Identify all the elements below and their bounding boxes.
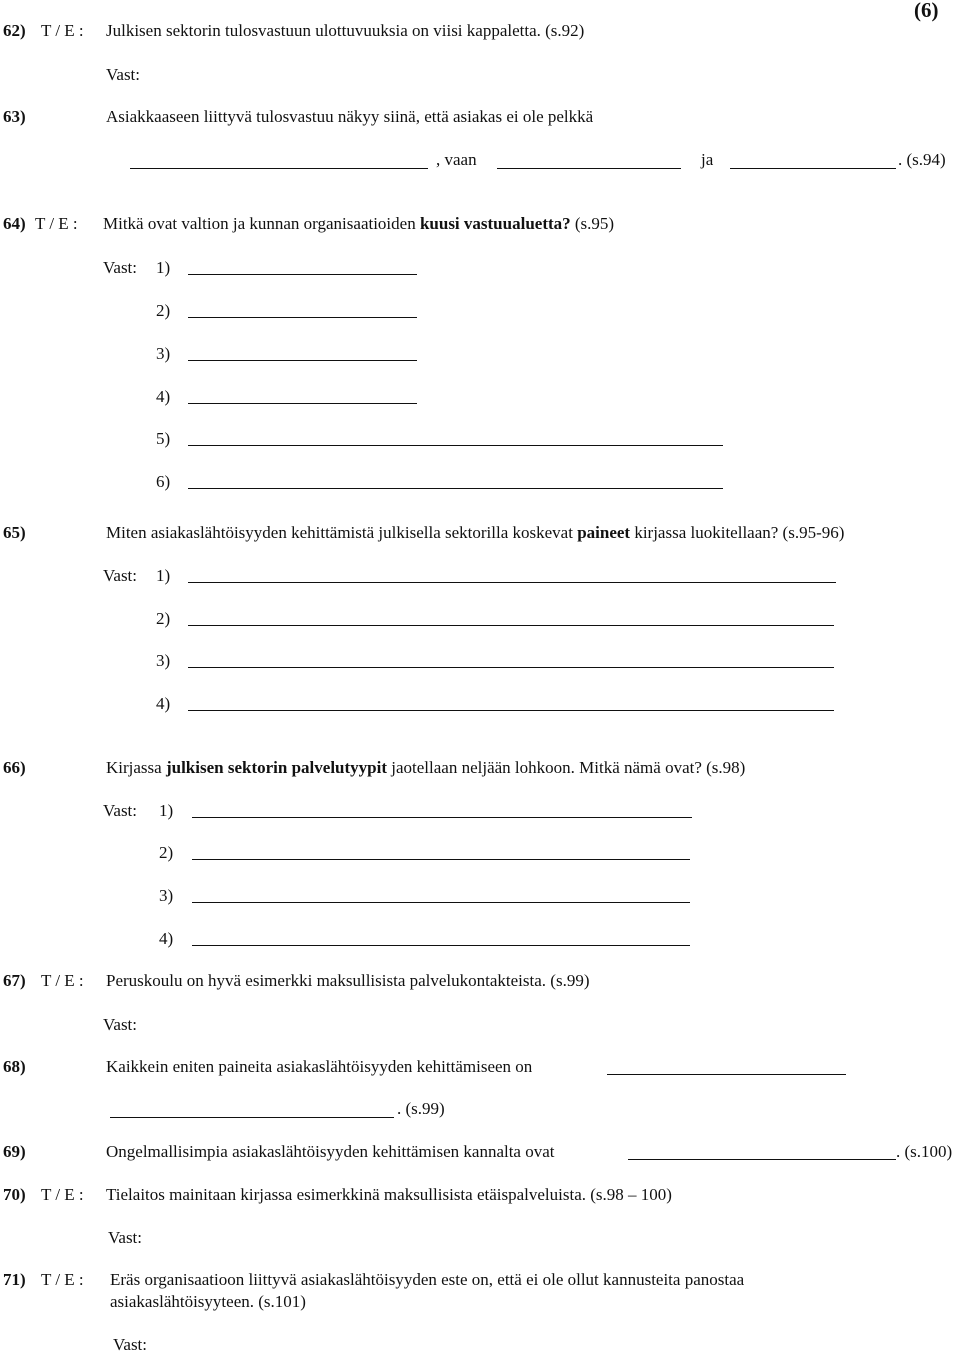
question-text: asiakaslähtöisyyteen. (s.101) bbox=[110, 1292, 306, 1311]
true-false-tag: T / E : bbox=[41, 971, 84, 990]
answer-line[interactable] bbox=[188, 360, 417, 361]
page-number: (6) bbox=[914, 0, 939, 22]
question-text bbox=[106, 523, 844, 543]
question-text-plain: jaotellaan neljään lohkoon. Mitkä nämä ovat? (s.98) bbox=[391, 758, 746, 777]
question-number: 63) bbox=[3, 107, 26, 126]
question-text bbox=[106, 758, 745, 778]
page-reference: . (s.94) bbox=[898, 150, 946, 169]
true-false-tag: T / E : bbox=[35, 214, 78, 233]
answer-line[interactable] bbox=[188, 582, 836, 583]
answer-item-number: 2) bbox=[156, 609, 171, 628]
answer-item-number: 4) bbox=[159, 929, 174, 948]
answer-label: Vast: bbox=[103, 801, 137, 820]
answer-item-number: 3) bbox=[156, 651, 171, 670]
question-text-bold: julkisen sektorin palvelutyypit bbox=[165, 758, 388, 777]
answer-label: Vast: bbox=[103, 258, 137, 277]
answer-line[interactable] bbox=[188, 403, 417, 404]
answer-line[interactable] bbox=[188, 445, 723, 446]
question-text: Julkisen sektorin tulosvastuun ulottuvuuksia on viisi kappaletta. (s.92) bbox=[106, 21, 585, 40]
answer-label: Vast: bbox=[103, 1015, 137, 1034]
question-text: ja bbox=[701, 150, 714, 169]
answer-line[interactable] bbox=[192, 859, 690, 860]
fill-blank-line[interactable] bbox=[497, 168, 681, 169]
page-reference: (s.95) bbox=[574, 214, 615, 233]
answer-item-number: 4) bbox=[156, 694, 171, 713]
question-number: 66) bbox=[3, 758, 26, 777]
question-text: Eräs organisaatioon liittyvä asiakaslähtöisyyden este on, että ei ole ollut kannusteita panostaa bbox=[110, 1270, 745, 1289]
question-text-plain: Kirjassa bbox=[106, 758, 162, 777]
answer-item-number: 5) bbox=[156, 429, 171, 448]
answer-item-number: 2) bbox=[159, 843, 174, 862]
answer-label: Vast: bbox=[113, 1335, 147, 1354]
answer-item-number: 2) bbox=[156, 301, 171, 320]
answer-line[interactable] bbox=[188, 488, 723, 489]
answer-line[interactable] bbox=[188, 667, 834, 668]
question-text: , vaan bbox=[436, 150, 477, 169]
answer-item-number: 3) bbox=[159, 886, 174, 905]
answer-item-number: 3) bbox=[156, 344, 171, 363]
fill-blank-line[interactable] bbox=[130, 168, 428, 169]
answer-label: Vast: bbox=[108, 1228, 142, 1247]
answer-item-number: 1) bbox=[156, 258, 171, 277]
answer-label: Vast: bbox=[103, 566, 137, 585]
fill-blank-line[interactable] bbox=[628, 1159, 896, 1160]
answer-item-number: 1) bbox=[156, 566, 171, 585]
question-text: Asiakkaaseen liittyvä tulosvastuu näkyy siinä, että asiakas ei ole pelkkä bbox=[106, 107, 594, 126]
answer-line[interactable] bbox=[188, 710, 834, 711]
question-text: Peruskoulu on hyvä esimerkki maksullisista palvelukontakteista. (s.99) bbox=[106, 971, 590, 990]
question-text-plain: Miten asiakaslähtöisyyden kehittämistä julkisella sektorilla koskevat bbox=[106, 523, 573, 542]
true-false-tag: T / E : bbox=[41, 21, 84, 40]
question-text bbox=[103, 214, 614, 234]
question-text-bold: kuusi vastuualuetta? bbox=[419, 214, 571, 233]
question-text: Kaikkein eniten paineita asiakaslähtöisyyden kehittämiseen on bbox=[106, 1057, 533, 1076]
question-number: 71) bbox=[3, 1270, 26, 1289]
question-number: 65) bbox=[3, 523, 26, 542]
true-false-tag: T / E : bbox=[41, 1185, 84, 1204]
fill-blank-line[interactable] bbox=[607, 1074, 846, 1075]
question-number: 62) bbox=[3, 21, 26, 40]
answer-line[interactable] bbox=[188, 625, 834, 626]
answer-line[interactable] bbox=[192, 902, 690, 903]
fill-blank-line[interactable] bbox=[110, 1117, 394, 1118]
question-text-plain: Mitkä ovat valtion ja kunnan organisaatioiden bbox=[103, 214, 416, 233]
question-number: 70) bbox=[3, 1185, 26, 1204]
answer-label: Vast: bbox=[106, 65, 140, 84]
answer-line[interactable] bbox=[188, 317, 417, 318]
question-number: 64) bbox=[3, 214, 26, 233]
answer-item-number: 6) bbox=[156, 472, 171, 491]
question-text-plain: kirjassa luokitellaan? (s.95-96) bbox=[634, 523, 845, 542]
fill-blank-line[interactable] bbox=[730, 168, 896, 169]
answer-item-number: 4) bbox=[156, 387, 171, 406]
answer-item-number: 1) bbox=[159, 801, 174, 820]
true-false-tag: T / E : bbox=[41, 1270, 84, 1289]
question-text: Tielaitos mainitaan kirjassa esimerkkinä maksullisista etäispalveluista. (s.98 – 100) bbox=[106, 1185, 672, 1204]
question-number: 68) bbox=[3, 1057, 26, 1076]
answer-line[interactable] bbox=[192, 945, 690, 946]
question-number: 69) bbox=[3, 1142, 26, 1161]
question-text: Ongelmallisimpia asiakaslähtöisyyden kehittämisen kannalta ovat bbox=[106, 1142, 555, 1161]
question-number: 67) bbox=[3, 971, 26, 990]
page-reference: . (s.100) bbox=[896, 1142, 953, 1161]
answer-line[interactable] bbox=[188, 274, 417, 275]
page-reference: . (s.99) bbox=[397, 1099, 445, 1118]
question-text-bold: paineet bbox=[577, 523, 631, 542]
answer-line[interactable] bbox=[192, 817, 692, 818]
